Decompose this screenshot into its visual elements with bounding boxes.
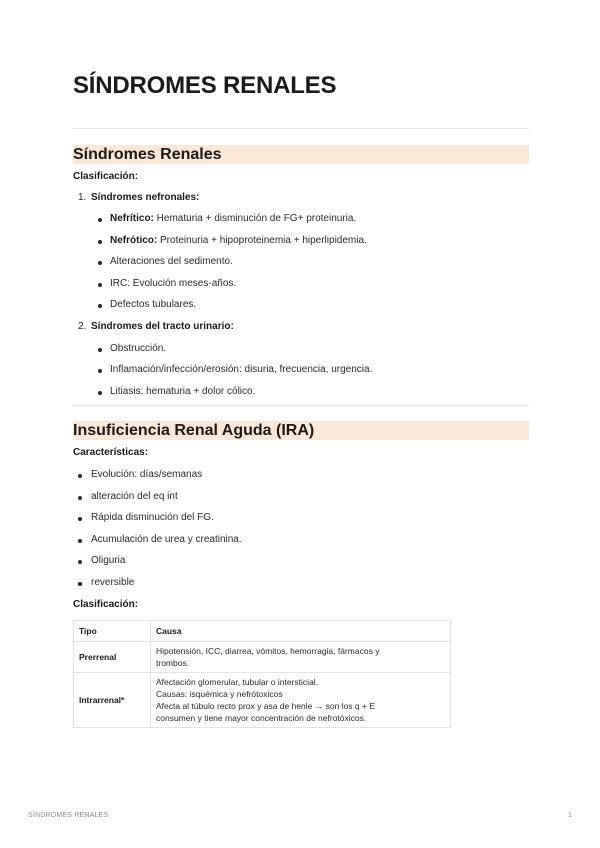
- characteristics-label: Características:: [73, 447, 149, 458]
- list-item: [110, 235, 367, 246]
- bullet: [78, 539, 82, 543]
- title-divider: [73, 128, 529, 129]
- table-header-causa: Causa: [151, 621, 451, 642]
- document-title: SÍNDROMES RENALES: [73, 72, 337, 99]
- bullet: [78, 582, 82, 586]
- description: Proteinuria + hipoproteinemia + hiperlipidemia.: [157, 235, 367, 246]
- bullet: [98, 240, 102, 244]
- table-cell-tipo: Intrarrenal*: [74, 673, 151, 728]
- bullet: [78, 474, 82, 478]
- cell-line: trombos.: [156, 658, 190, 668]
- term: Nefrítico:: [110, 213, 154, 224]
- description: Hematuria + disminución de FG+ proteinuria.: [153, 213, 357, 224]
- list-item: Defectos tubulares.: [110, 299, 197, 310]
- list-item: Litiasis: hematuria + dolor cólico.: [110, 386, 256, 397]
- section-heading-sindromes: Síndromes Renales: [73, 145, 529, 164]
- list-item: IRC: Evolución meses-años.: [110, 278, 237, 289]
- list-number: 2.: [78, 321, 87, 332]
- list-number: 1.: [78, 192, 87, 203]
- bullet: [98, 369, 102, 373]
- list-item: Acumulación de urea y creatinina.: [91, 534, 242, 545]
- cell-line: Afectación glomerular, tubular o intersticial.: [156, 677, 319, 687]
- list-item: reversible: [91, 577, 135, 588]
- classification-label: Clasificación:: [73, 599, 139, 610]
- table-cell-tipo: Prerrenal: [74, 642, 151, 673]
- cell-line: Causas: isquémica y nefrótoxicos: [156, 689, 283, 699]
- table-cell-causa: [151, 673, 451, 728]
- section-heading-ira: Insuficiencia Renal Aguda (IRA): [73, 421, 529, 440]
- cell-line: consumen y tiene mayor concentración de nefrotóxicos.: [156, 713, 367, 723]
- bullet: [98, 391, 102, 395]
- list-item: Alteraciones del sedimento.: [110, 256, 233, 267]
- term: Nefrótico:: [110, 235, 158, 246]
- table-cell-causa: [151, 642, 451, 673]
- bullet: [98, 348, 102, 352]
- cell-line: Hipotensión, ICC, diarrea, vómitos, hemorragia, fármacos y: [156, 646, 380, 656]
- footer-title: SÍNDROMES RENALES: [28, 812, 109, 819]
- bullet: [98, 304, 102, 308]
- list-item: [110, 213, 356, 224]
- cell-line: Afecta al túbulo recto prox y asa de henle → son los q + E: [156, 701, 376, 711]
- bullet: [78, 496, 82, 500]
- table-row: [74, 673, 451, 728]
- list-item: Oliguria: [91, 555, 126, 566]
- list-item: Rápida disminución del FG.: [91, 512, 214, 523]
- ira-classification-table: [73, 620, 451, 728]
- bullet: [98, 283, 102, 287]
- group-title-nefronales: Síndromes nefronales:: [91, 192, 200, 203]
- list-item: alteración del eq int: [91, 491, 178, 502]
- section-divider: [73, 405, 529, 406]
- table-header-row: [74, 621, 451, 642]
- bullet: [98, 218, 102, 222]
- table-row: [74, 642, 451, 673]
- group-title-tracto-urinario: Síndromes del tracto urinario:: [91, 321, 234, 332]
- list-item: Evolución: días/semanas: [91, 469, 203, 480]
- list-item: Obstrucción.: [110, 343, 167, 354]
- classification-label: Clasificación:: [73, 171, 139, 182]
- list-item: Inflamación/infección/erosión: disuria, frecuencia, urgencia.: [110, 364, 373, 375]
- bullet: [98, 261, 102, 265]
- footer-page-number: 1: [568, 812, 573, 819]
- bullet: [78, 517, 82, 521]
- table-header-tipo: Tipo: [74, 621, 151, 642]
- bullet: [78, 560, 82, 564]
